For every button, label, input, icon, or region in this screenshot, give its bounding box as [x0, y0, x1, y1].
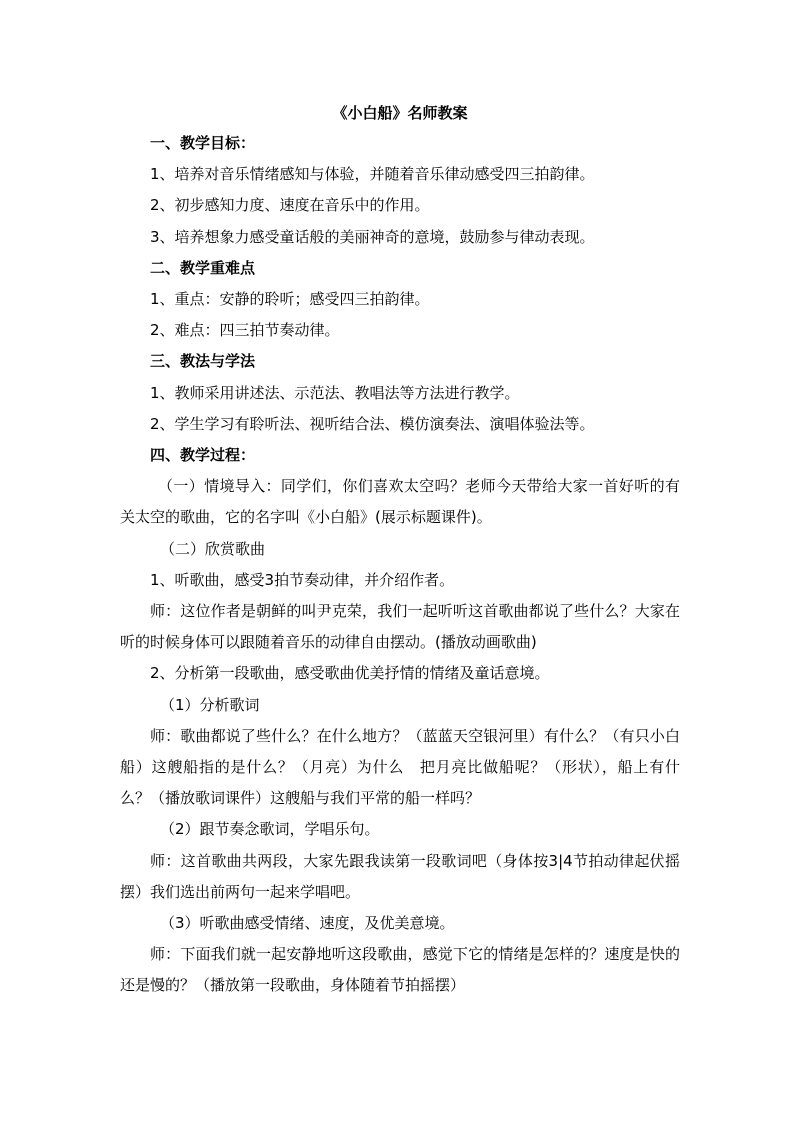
process-paragraph: （3）听歌曲感受情绪、速度，及优美意境。	[160, 914, 455, 933]
process-paragraph: 师：这首歌曲共两段，大家先跟我读第一段歌词吧（身体按3|4节拍动律起伏摇摆）我们选出前两句一起来学唱吧。	[120, 851, 680, 901]
key-point-item: 2、难点：四三拍节奏动律。	[150, 321, 340, 340]
section-heading-key-points: 二、教学重难点	[150, 258, 256, 277]
section-heading-methods: 三、教法与学法	[150, 352, 256, 371]
process-paragraph: 师：下面我们就一起安静地听这段歌曲，感觉下它的情绪是怎样的？速度是快的还是慢的？（播放第一段歌曲，身体随着节拍摇摆）	[120, 945, 680, 995]
process-paragraph: （2）跟节奏念歌词，学唱乐句。	[160, 820, 380, 839]
document-title: 《小白船》名师教案	[332, 104, 468, 122]
process-paragraph: （1）分析歌词	[160, 695, 260, 714]
process-paragraph: 2、分析第一段歌曲，感受歌曲优美抒情的情绪及童话意境。	[150, 664, 550, 683]
method-item: 2、学生学习有聆听法、视听结合法、模仿演奏法、演唱体验法等。	[150, 414, 595, 433]
process-paragraph: 师：歌曲都说了些什么？在什么地方？（蓝蓝天空银河里）有什么？（有只小白船）这艘船指的是什么？（月亮）为什么 把月亮比做船呢？（形状），船上有什么？（播放歌词课件）这艘船与我们平常的船一样吗？	[120, 726, 680, 808]
document-page	[120, 98, 680, 1002]
objective-item: 2、初步感知力度、速度在音乐中的作用。	[150, 196, 430, 215]
method-item: 1、教师采用讲述法、示范法、教唱法等方法进行教学。	[150, 383, 520, 402]
objective-item: 3、培养想象力感受童话般的美丽神奇的意境，鼓励参与律动表现。	[150, 227, 595, 246]
objective-item: 1、培养对音乐情绪感知与体验，并随着音乐律动感受四三拍韵律。	[150, 165, 595, 184]
process-paragraph: （二）欣赏歌曲	[160, 539, 266, 558]
section-heading-objectives: 一、教学目标：	[150, 134, 256, 152]
process-paragraph: 1、听歌曲，感受3拍节奏动律，并介绍作者。	[150, 570, 455, 589]
key-point-item: 1、重点：安静的聆听；感受四三拍韵律。	[150, 290, 430, 309]
process-paragraph: （一）情境导入：同学们，你们喜欢太空吗？老师今天带给大家一首好听的有关太空的歌曲，它的名字叫《小白船》(展示标题课件)。	[120, 477, 680, 527]
section-heading-process: 四、教学过程：	[150, 446, 256, 465]
process-paragraph: 师：这位作者是朝鲜的叫尹克荣，我们一起听听这首歌曲都说了些什么？大家在听的时候身体可以跟随着音乐的动律自由摆动。(播放动画歌曲)	[120, 602, 680, 652]
